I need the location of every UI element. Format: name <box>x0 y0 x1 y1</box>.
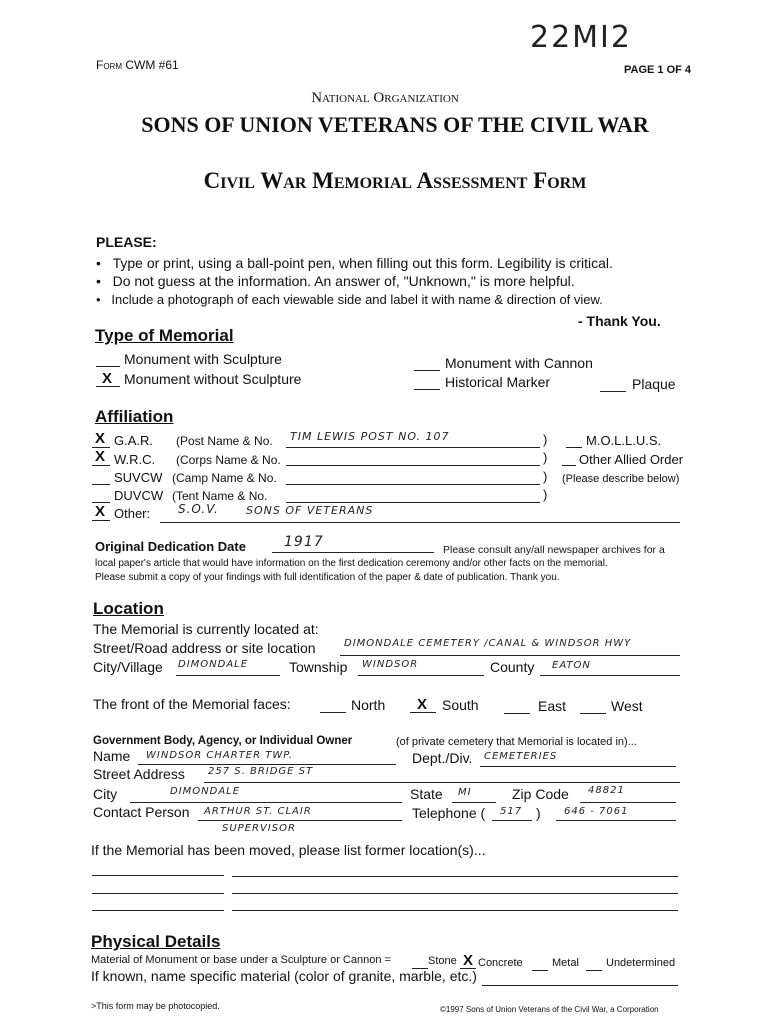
affiliation-label: DUVCW <box>114 488 164 503</box>
physical-details-heading: Physical Details <box>91 932 221 951</box>
post-name-input[interactable] <box>286 447 540 448</box>
zip-input[interactable] <box>580 802 676 803</box>
specific-material-input[interactable] <box>482 985 678 986</box>
org-line: National Organization <box>311 90 459 106</box>
checkbox-line[interactable] <box>414 370 440 371</box>
type-of-memorial-heading: Type of Memorial <box>95 326 234 345</box>
checkbox-line[interactable] <box>504 713 530 714</box>
check-mark: X <box>95 448 106 465</box>
field-label: (Camp Name & No. <box>172 471 277 485</box>
close-paren: ) <box>543 450 548 465</box>
checkbox-line[interactable] <box>96 366 120 367</box>
checkbox-line[interactable] <box>92 465 110 466</box>
camp-name-input[interactable] <box>286 484 540 485</box>
checkbox-line[interactable] <box>586 970 602 971</box>
owner-name-label: Name <box>93 748 131 764</box>
material-label: Material of Monument or base under a Sculpture or Cannon = <box>91 954 391 966</box>
location-heading: Location <box>93 599 164 618</box>
affiliation-label: Other Allied Order <box>579 452 684 467</box>
checkbox-line[interactable] <box>580 713 606 714</box>
handwritten-value: 1917 <box>284 534 324 550</box>
check-mark: X <box>463 952 474 969</box>
instruction-item: • Do not guess at the information. An answer of, "Unknown," is more helpful. <box>96 273 575 289</box>
city-label: City/Village <box>93 659 163 675</box>
street-label: Street/Road address or site location <box>93 640 316 656</box>
handwritten-id: 22MI2 <box>530 20 632 55</box>
handwritten-value: S.O.V. <box>178 502 219 516</box>
material-option: Metal <box>552 957 579 969</box>
material-option: Undetermined <box>606 957 676 969</box>
owner-city-input[interactable] <box>130 802 402 803</box>
checkbox-line[interactable] <box>600 391 626 392</box>
affiliation-label: M.O.L.L.U.S. <box>586 433 662 448</box>
handwritten-value: 646 - 7061 <box>564 806 629 817</box>
footer-left: >This form may be photocopied. <box>91 1001 220 1011</box>
checkbox-line[interactable] <box>92 484 110 485</box>
instruction-item: • Include a photograph of each viewable side and label it with name & direction of view. <box>96 292 603 307</box>
dedication-label: Original Dedication Date <box>95 539 246 554</box>
other-affiliation-input[interactable] <box>160 522 680 523</box>
phone-close: ) <box>536 805 541 821</box>
street-input[interactable] <box>340 655 680 656</box>
county-label: County <box>490 659 535 675</box>
specific-material-label: If known, name specific material (color of granite, marble, etc.) <box>91 968 477 984</box>
moved-label: If the Memorial has been moved, please list former location(s)... <box>91 842 486 858</box>
state-input[interactable] <box>452 802 496 803</box>
handwritten-value: DIMONDALE <box>170 786 241 797</box>
checkbox-line[interactable] <box>566 447 582 448</box>
handwritten-value: ARTHUR ST. CLAIR <box>204 806 312 817</box>
location-intro: The Memorial is currently located at: <box>93 621 319 637</box>
dedication-note: local paper's article that would have information on the first dedication ceremony and/or other facts on the memorial. <box>95 558 608 569</box>
checkbox-line[interactable] <box>532 970 548 971</box>
check-mark: X <box>95 430 106 447</box>
dedication-note: Please submit a copy of your findings with full identification of the paper & date of publication. Thank you. <box>95 572 560 583</box>
instructions-heading: PLEASE: <box>96 234 157 250</box>
tent-name-input[interactable] <box>286 502 540 503</box>
dept-label: Dept./Div. <box>412 750 473 766</box>
close-paren: ) <box>543 469 548 484</box>
handwritten-value: DIMONDALE <box>178 659 249 670</box>
faces-label: The front of the Memorial faces: <box>93 696 291 712</box>
option-label: Monument with Sculpture <box>124 351 282 367</box>
handwritten-value: DIMONDALE CEMETERY /CANAL & WINDSOR HWY <box>344 638 632 649</box>
material-option: Concrete <box>478 957 523 969</box>
township-input[interactable] <box>358 675 484 676</box>
owner-city-label: City <box>93 786 118 802</box>
affiliation-label: G.A.R. <box>114 433 154 448</box>
former-location-input[interactable] <box>92 910 224 911</box>
handwritten-value: 257 S. BRIDGE ST <box>208 766 314 777</box>
owner-street-label: Street Address <box>93 766 185 782</box>
direction-label: West <box>611 698 643 714</box>
instruction-item: • Type or print, using a ball-point pen, when filling out this form. Legibility is critical. <box>96 255 613 271</box>
direction-label: North <box>351 697 386 713</box>
handwritten-value: SONS OF VETERANS <box>246 504 374 517</box>
affiliation-label: Other: <box>114 506 151 521</box>
phone-area-input[interactable] <box>492 820 532 821</box>
option-label: Historical Marker <box>445 374 551 390</box>
affiliation-label: W.R.C. <box>114 452 156 467</box>
former-location-input[interactable] <box>232 876 678 877</box>
corps-name-input[interactable] <box>286 465 540 466</box>
option-label: Monument without Sculpture <box>124 371 302 387</box>
contact-input[interactable] <box>198 820 402 821</box>
zip-label: Zip Code <box>512 786 569 802</box>
dedication-date-input[interactable] <box>272 552 434 553</box>
phone-number-input[interactable] <box>556 820 676 821</box>
thank-you: - Thank You. <box>578 313 661 329</box>
handwritten-value: 48821 <box>588 785 625 796</box>
material-option: Stone <box>428 955 457 967</box>
owner-heading-note: (of private cemetery that Memorial is located in)... <box>396 736 637 748</box>
owner-street-input[interactable] <box>204 782 680 783</box>
handwritten-value: SUPERVISOR <box>222 823 296 834</box>
field-label: (Tent Name & No. <box>172 489 268 503</box>
page-label: PAGE 1 OF 4 <box>624 64 692 76</box>
state-label: State <box>410 786 443 802</box>
affiliation-label: SUVCW <box>114 470 163 485</box>
option-label: Plaque <box>632 376 676 392</box>
owner-heading: Government Body, Agency, or Individual Owner <box>93 735 353 747</box>
checkbox-line[interactable] <box>320 712 346 713</box>
former-location-input[interactable] <box>232 893 678 894</box>
handwritten-value: WINDSOR <box>362 659 419 670</box>
former-location-input[interactable] <box>92 875 224 876</box>
close-paren: ) <box>543 432 548 447</box>
field-label: (Post Name & No. <box>176 434 273 448</box>
footer-right: ©1997 Sons of Union Veterans of the Civil War, a Corporation <box>440 1005 659 1014</box>
org-name: SONS OF UNION VETERANS OF THE CIVIL WAR <box>141 112 649 137</box>
affiliation-heading: Affiliation <box>95 407 174 426</box>
check-mark: X <box>417 696 428 713</box>
checkbox-line[interactable] <box>562 465 576 466</box>
form-title: Civil War Memorial Assessment Form <box>203 168 587 193</box>
handwritten-value: CEMETERIES <box>484 751 558 762</box>
city-input[interactable] <box>176 675 280 676</box>
field-label: (Corps Name & No. <box>176 453 281 467</box>
dept-input[interactable] <box>480 766 676 767</box>
close-paren: ) <box>543 487 548 502</box>
handwritten-value: MI <box>458 787 472 798</box>
handwritten-value: WINDSOR CHARTER TWP. <box>146 750 294 761</box>
handwritten-value: 517 <box>500 806 523 817</box>
form-code: Form CWM #61 <box>96 58 179 72</box>
direction-label: South <box>442 697 479 713</box>
direction-label: East <box>538 698 567 714</box>
handwritten-value: TIM LEWIS POST NO. 107 <box>290 430 450 443</box>
check-mark: X <box>102 370 113 387</box>
owner-name-input[interactable] <box>138 764 396 765</box>
phone-label: Telephone ( <box>412 805 486 821</box>
option-label: Monument with Cannon <box>445 355 593 371</box>
former-location-input[interactable] <box>92 893 224 894</box>
checkbox-line[interactable] <box>92 520 110 521</box>
dedication-note: Please consult any/all newspaper archives for a <box>443 544 665 556</box>
check-mark: X <box>95 503 106 520</box>
county-input[interactable] <box>540 675 680 676</box>
describe-note: (Please describe below) <box>562 473 680 485</box>
former-location-input[interactable] <box>232 910 678 911</box>
contact-label: Contact Person <box>93 804 190 820</box>
handwritten-value: EATON <box>552 660 591 671</box>
township-label: Township <box>289 659 348 675</box>
checkbox-line[interactable] <box>414 389 440 390</box>
